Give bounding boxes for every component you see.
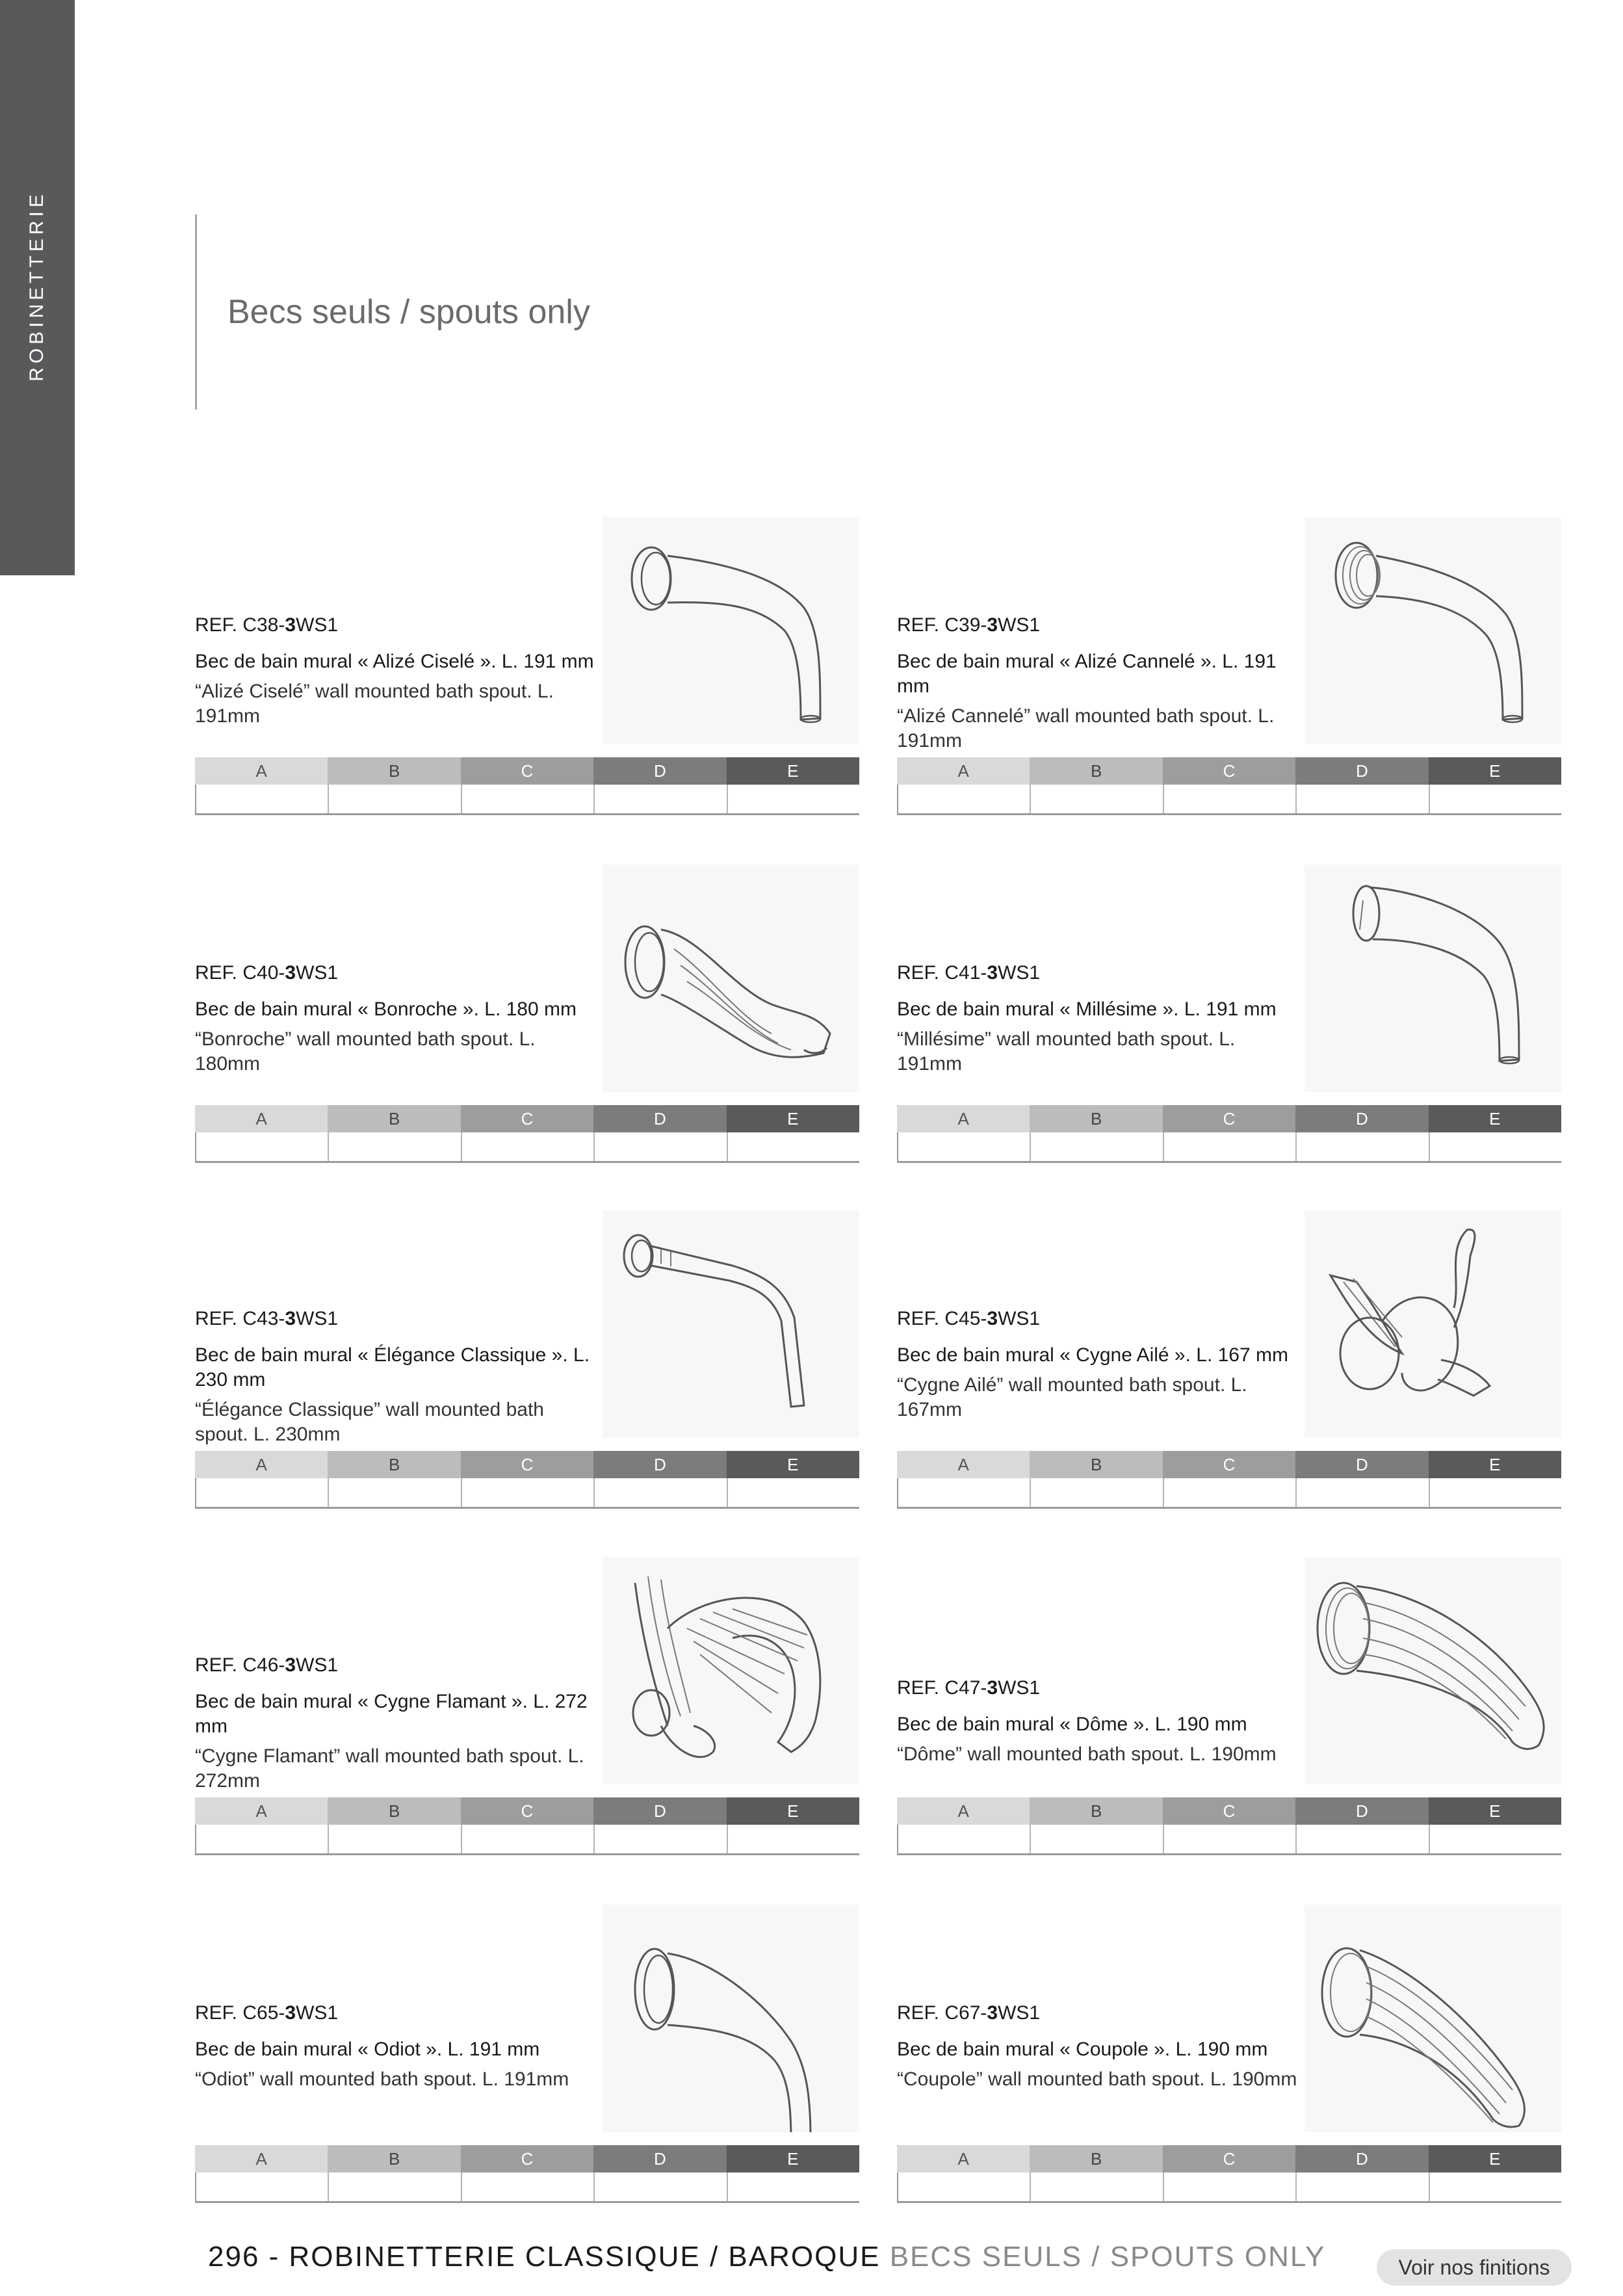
product-info bbox=[897, 2002, 1300, 2092]
spout-coupole-fluted-icon bbox=[1305, 1905, 1561, 2132]
finish-cell-c bbox=[461, 785, 593, 813]
product-ref bbox=[897, 2002, 1300, 2024]
ref-bold: 3 bbox=[285, 1654, 296, 1676]
product-info bbox=[195, 1308, 598, 1447]
finish-value-row bbox=[897, 2172, 1561, 2203]
finish-header-b: B bbox=[1030, 1797, 1162, 1825]
finish-value-row bbox=[897, 1825, 1561, 1855]
finish-cell-a bbox=[195, 785, 328, 813]
finish-header-d: D bbox=[1295, 1105, 1428, 1132]
finish-value-row bbox=[195, 785, 859, 815]
finish-cell-e bbox=[727, 785, 859, 813]
product-info bbox=[195, 962, 598, 1076]
product-ref bbox=[897, 962, 1300, 984]
ref-prefix: REF. C45- bbox=[897, 1308, 987, 1329]
product-card bbox=[897, 517, 1561, 816]
finish-value-row bbox=[195, 1132, 859, 1163]
finish-header-row bbox=[897, 2145, 1561, 2172]
finish-header-c: C bbox=[1163, 1451, 1295, 1478]
finish-cell-b bbox=[328, 785, 460, 813]
product-ref bbox=[195, 1654, 598, 1676]
finish-header-d: D bbox=[1295, 757, 1428, 785]
finish-header-b: B bbox=[1030, 2145, 1162, 2172]
finish-header-row bbox=[897, 1105, 1561, 1132]
ref-suffix: WS1 bbox=[998, 962, 1041, 984]
product-ref bbox=[195, 962, 598, 984]
finish-value-row bbox=[195, 2172, 859, 2203]
finish-cell-e bbox=[727, 1132, 859, 1161]
ref-prefix: REF. C46- bbox=[195, 1654, 285, 1676]
finish-cell-a bbox=[195, 1132, 328, 1161]
finish-table bbox=[897, 1105, 1561, 1163]
finish-header-row bbox=[195, 2145, 859, 2172]
finish-cell-d bbox=[593, 1825, 726, 1853]
product-card bbox=[897, 865, 1561, 1164]
finish-header-b: B bbox=[328, 757, 460, 785]
footer-category: ROBINETTERIE CLASSIQUE / BAROQUE bbox=[289, 2241, 890, 2273]
finish-cell-b bbox=[1030, 2172, 1162, 2201]
finish-header-a: A bbox=[897, 757, 1030, 785]
finish-header-a: A bbox=[195, 1797, 328, 1825]
description-en: “Millésime” wall mounted bath spout. L. 191mm bbox=[897, 1028, 1236, 1075]
finish-cell-c bbox=[1163, 1478, 1295, 1507]
finish-cell-a bbox=[897, 785, 1030, 813]
ref-bold: 3 bbox=[285, 962, 296, 984]
finish-cell-b bbox=[328, 2172, 460, 2201]
ref-suffix: WS1 bbox=[998, 1308, 1041, 1329]
product-image bbox=[603, 865, 859, 1092]
finish-cell-c bbox=[461, 1478, 593, 1507]
finish-header-row bbox=[195, 1797, 859, 1825]
finish-header-a: A bbox=[195, 1451, 328, 1478]
product-card bbox=[897, 1210, 1561, 1509]
description-fr: Bec de bain mural « Alizé Ciselé ». L. 191 mm bbox=[195, 651, 594, 672]
finish-header-c: C bbox=[1163, 757, 1295, 785]
product-card bbox=[195, 1905, 859, 2204]
spout-dome-fluted-icon bbox=[1305, 1557, 1561, 1784]
finish-header-c: C bbox=[461, 2145, 593, 2172]
finish-table bbox=[897, 1797, 1561, 1855]
ref-prefix: REF. C47- bbox=[897, 1677, 987, 1699]
finish-table bbox=[897, 757, 1561, 815]
finish-cell-b bbox=[328, 1132, 460, 1161]
finishes-button[interactable]: Voir nos finitions bbox=[1377, 2249, 1572, 2286]
finish-cell-d bbox=[593, 1478, 726, 1507]
finish-cell-d bbox=[1295, 1825, 1428, 1853]
finish-header-b: B bbox=[328, 2145, 460, 2172]
ref-bold: 3 bbox=[987, 614, 998, 636]
finish-cell-b bbox=[1030, 1132, 1162, 1161]
finish-cell-e bbox=[727, 1478, 859, 1507]
ref-suffix: WS1 bbox=[998, 2002, 1041, 2024]
finish-header-d: D bbox=[1295, 1451, 1428, 1478]
description-en: “Coupole” wall mounted bath spout. L. 190mm bbox=[897, 2068, 1297, 2090]
ref-bold: 3 bbox=[987, 1308, 998, 1329]
finish-cell-c bbox=[1163, 785, 1295, 813]
description-fr: Bec de bain mural « Alizé Cannelé ». L. 191 mm bbox=[897, 651, 1277, 697]
finish-header-row bbox=[195, 757, 859, 785]
side-tab-label: ROBINETTERIE bbox=[26, 190, 47, 382]
finish-cell-e bbox=[1429, 1478, 1561, 1507]
product-image bbox=[1305, 1210, 1561, 1438]
finish-header-c: C bbox=[461, 1797, 593, 1825]
finish-header-d: D bbox=[593, 757, 726, 785]
finish-header-e: E bbox=[1429, 1105, 1561, 1132]
ref-bold: 3 bbox=[987, 962, 998, 984]
product-ref bbox=[897, 614, 1300, 636]
page-footer bbox=[208, 2241, 1325, 2273]
ref-prefix: REF. C65- bbox=[195, 2002, 285, 2024]
finish-value-row bbox=[195, 1478, 859, 1509]
finish-header-a: A bbox=[897, 1797, 1030, 1825]
finish-cell-a bbox=[897, 1825, 1030, 1853]
finish-cell-c bbox=[461, 2172, 593, 2201]
finish-header-e: E bbox=[1429, 2145, 1561, 2172]
ref-bold: 3 bbox=[987, 2002, 998, 2024]
product-card bbox=[195, 1557, 859, 1856]
finish-table bbox=[195, 757, 859, 815]
finish-table bbox=[195, 1797, 859, 1855]
side-tab bbox=[0, 0, 75, 575]
product-card bbox=[195, 517, 859, 816]
finish-header-d: D bbox=[593, 2145, 726, 2172]
finish-header-d: D bbox=[1295, 1797, 1428, 1825]
spout-swan-winged-icon bbox=[1305, 1210, 1561, 1438]
product-card bbox=[195, 865, 859, 1164]
product-ref bbox=[195, 2002, 598, 2024]
product-image bbox=[1305, 517, 1561, 744]
finish-cell-d bbox=[1295, 785, 1428, 813]
description-fr: Bec de bain mural « Odiot ». L. 191 mm bbox=[195, 2039, 540, 2060]
finish-value-row bbox=[897, 785, 1561, 815]
description-en: “Alizé Cannelé” wall mounted bath spout. L. 191mm bbox=[897, 705, 1275, 751]
finish-cell-c bbox=[461, 1825, 593, 1853]
description-en: “Alizé Ciselé” wall mounted bath spout. L. 191mm bbox=[195, 681, 554, 727]
ref-bold: 3 bbox=[285, 2002, 296, 2024]
product-ref bbox=[195, 614, 598, 636]
ref-suffix: WS1 bbox=[296, 962, 339, 984]
finish-header-c: C bbox=[461, 1451, 593, 1478]
finish-table bbox=[897, 1451, 1561, 1509]
finish-cell-c bbox=[1163, 1825, 1295, 1853]
description-fr: Bec de bain mural « Coupole ». L. 190 mm bbox=[897, 2039, 1268, 2060]
finish-header-a: A bbox=[195, 1105, 328, 1132]
description-fr: Bec de bain mural « Cygne Flamant ». L. 272 mm bbox=[195, 1691, 588, 1737]
finish-cell-e bbox=[1429, 2172, 1561, 2201]
finish-cell-a bbox=[195, 1825, 328, 1853]
description-en: “Bonroche” wall mounted bath spout. L. 180mm bbox=[195, 1028, 536, 1075]
finish-cell-d bbox=[1295, 1478, 1428, 1507]
description-en: “Élégance Classique” wall mounted bath spout. L. 230mm bbox=[195, 1399, 544, 1445]
ref-suffix: WS1 bbox=[296, 2002, 339, 2024]
finish-header-d: D bbox=[593, 1451, 726, 1478]
finish-header-b: B bbox=[1030, 757, 1162, 785]
finish-header-b: B bbox=[328, 1451, 460, 1478]
ref-prefix: REF. C39- bbox=[897, 614, 987, 636]
finish-cell-c bbox=[1163, 2172, 1295, 2201]
product-ref bbox=[897, 1308, 1300, 1330]
footer-subcategory: BECS SEULS / SPOUTS ONLY bbox=[889, 2241, 1326, 2273]
spout-plain-icon bbox=[603, 517, 859, 744]
finish-table bbox=[897, 2145, 1561, 2203]
finish-header-c: C bbox=[1163, 1105, 1295, 1132]
finish-header-row bbox=[897, 1797, 1561, 1825]
ref-prefix: REF. C38- bbox=[195, 614, 285, 636]
finish-cell-d bbox=[1295, 2172, 1428, 2201]
product-image bbox=[1305, 1557, 1561, 1784]
finish-header-c: C bbox=[461, 757, 593, 785]
product-info bbox=[195, 2002, 598, 2092]
finish-cell-d bbox=[593, 2172, 726, 2201]
finish-header-c: C bbox=[1163, 1797, 1295, 1825]
finish-cell-b bbox=[328, 1478, 460, 1507]
finish-value-row bbox=[897, 1132, 1561, 1163]
page-number: 296 bbox=[208, 2241, 260, 2273]
finish-header-d: D bbox=[1295, 2145, 1428, 2172]
ref-suffix: WS1 bbox=[296, 1654, 339, 1676]
finish-header-b: B bbox=[328, 1105, 460, 1132]
finish-header-d: D bbox=[593, 1105, 726, 1132]
finish-header-row bbox=[195, 1105, 859, 1132]
finish-header-a: A bbox=[195, 757, 328, 785]
product-image bbox=[1305, 1905, 1561, 2132]
finish-header-e: E bbox=[1429, 1797, 1561, 1825]
product-info bbox=[195, 1654, 598, 1794]
finish-header-a: A bbox=[897, 2145, 1030, 2172]
finish-header-e: E bbox=[1429, 757, 1561, 785]
ref-bold: 3 bbox=[285, 614, 296, 636]
finish-cell-b bbox=[1030, 785, 1162, 813]
product-ref bbox=[897, 1677, 1300, 1699]
ref-prefix: REF. C67- bbox=[897, 2002, 987, 2024]
finish-cell-d bbox=[1295, 1132, 1428, 1161]
finish-cell-a bbox=[195, 1478, 328, 1507]
finish-cell-a bbox=[897, 1478, 1030, 1507]
description-fr: Bec de bain mural « Cygne Ailé ». L. 167 mm bbox=[897, 1344, 1288, 1366]
finish-cell-b bbox=[1030, 1825, 1162, 1853]
product-image bbox=[603, 1210, 859, 1438]
ref-prefix: REF. C41- bbox=[897, 962, 987, 984]
description-en: “Dôme” wall mounted bath spout. L. 190mm bbox=[897, 1743, 1277, 1765]
finish-header-d: D bbox=[593, 1797, 726, 1825]
section-title: Becs seuls / spouts only bbox=[227, 293, 590, 331]
product-image bbox=[603, 1905, 859, 2132]
finish-cell-e bbox=[1429, 1825, 1561, 1853]
finish-cell-a bbox=[897, 2172, 1030, 2201]
description-en: “Odiot” wall mounted bath spout. L. 191mm bbox=[195, 2068, 569, 2090]
finish-header-c: C bbox=[1163, 2145, 1295, 2172]
finish-cell-e bbox=[727, 1825, 859, 1853]
finish-cell-a bbox=[195, 2172, 328, 2201]
product-info bbox=[195, 614, 598, 729]
finish-header-row bbox=[897, 1451, 1561, 1478]
finish-cell-e bbox=[1429, 1132, 1561, 1161]
footer-separator: - bbox=[259, 2241, 289, 2273]
finish-header-e: E bbox=[727, 1105, 859, 1132]
description-fr: Bec de bain mural « Élégance Classique ». L. 230 mm bbox=[195, 1344, 590, 1390]
finish-header-e: E bbox=[1429, 1451, 1561, 1478]
description-fr: Bec de bain mural « Dôme ». L. 190 mm bbox=[897, 1714, 1247, 1735]
finish-header-b: B bbox=[1030, 1451, 1162, 1478]
finish-header-c: C bbox=[461, 1105, 593, 1132]
spout-simple-icon bbox=[1305, 865, 1561, 1092]
finish-cell-d bbox=[593, 785, 726, 813]
title-divider bbox=[195, 215, 197, 410]
finish-header-e: E bbox=[727, 2145, 859, 2172]
ref-suffix: WS1 bbox=[998, 1677, 1041, 1699]
spout-swan-feathered-icon bbox=[603, 1557, 859, 1784]
spout-shell-icon bbox=[603, 865, 859, 1092]
finish-cell-c bbox=[1163, 1132, 1295, 1161]
description-fr: Bec de bain mural « Millésime ». L. 191 mm bbox=[897, 998, 1277, 1020]
finish-cell-b bbox=[1030, 1478, 1162, 1507]
finish-header-b: B bbox=[328, 1797, 460, 1825]
finish-header-b: B bbox=[1030, 1105, 1162, 1132]
ref-bold: 3 bbox=[987, 1677, 998, 1699]
finish-table bbox=[195, 2145, 859, 2203]
description-en: “Cygne Ailé” wall mounted bath spout. L. 167mm bbox=[897, 1374, 1247, 1420]
spout-fluted-collar-icon bbox=[1305, 517, 1561, 744]
product-image bbox=[1305, 865, 1561, 1092]
ref-suffix: WS1 bbox=[296, 1308, 339, 1329]
product-info bbox=[897, 614, 1300, 753]
finish-header-a: A bbox=[897, 1105, 1030, 1132]
finish-cell-c bbox=[461, 1132, 593, 1161]
ref-prefix: REF. C40- bbox=[195, 962, 285, 984]
ref-prefix: REF. C43- bbox=[195, 1308, 285, 1329]
product-card bbox=[897, 1557, 1561, 1856]
product-info bbox=[897, 962, 1300, 1076]
finish-cell-e bbox=[1429, 785, 1561, 813]
product-ref bbox=[195, 1308, 598, 1330]
finish-cell-e bbox=[727, 2172, 859, 2201]
finish-header-e: E bbox=[727, 1797, 859, 1825]
product-card bbox=[195, 1210, 859, 1509]
product-card bbox=[897, 1905, 1561, 2204]
finish-header-row bbox=[897, 757, 1561, 785]
product-info bbox=[897, 1308, 1300, 1422]
description-fr: Bec de bain mural « Bonroche ». L. 180 mm bbox=[195, 998, 577, 1020]
finish-header-a: A bbox=[897, 1451, 1030, 1478]
spout-tube-icon bbox=[603, 1210, 859, 1438]
finish-header-e: E bbox=[727, 757, 859, 785]
finish-cell-d bbox=[593, 1132, 726, 1161]
spout-odiot-icon bbox=[603, 1905, 859, 2132]
finish-cell-b bbox=[328, 1825, 460, 1853]
finish-value-row bbox=[195, 1825, 859, 1855]
finish-table bbox=[195, 1451, 859, 1509]
ref-bold: 3 bbox=[285, 1308, 296, 1329]
finish-header-e: E bbox=[727, 1451, 859, 1478]
ref-suffix: WS1 bbox=[998, 614, 1041, 636]
ref-suffix: WS1 bbox=[296, 614, 339, 636]
finish-cell-a bbox=[897, 1132, 1030, 1161]
product-image bbox=[603, 1557, 859, 1784]
finish-header-a: A bbox=[195, 2145, 328, 2172]
product-image bbox=[603, 517, 859, 744]
finish-value-row bbox=[897, 1478, 1561, 1509]
finish-header-row bbox=[195, 1451, 859, 1478]
finish-table bbox=[195, 1105, 859, 1163]
product-info bbox=[897, 1677, 1300, 1767]
description-en: “Cygne Flamant” wall mounted bath spout. L. 272mm bbox=[195, 1745, 584, 1792]
